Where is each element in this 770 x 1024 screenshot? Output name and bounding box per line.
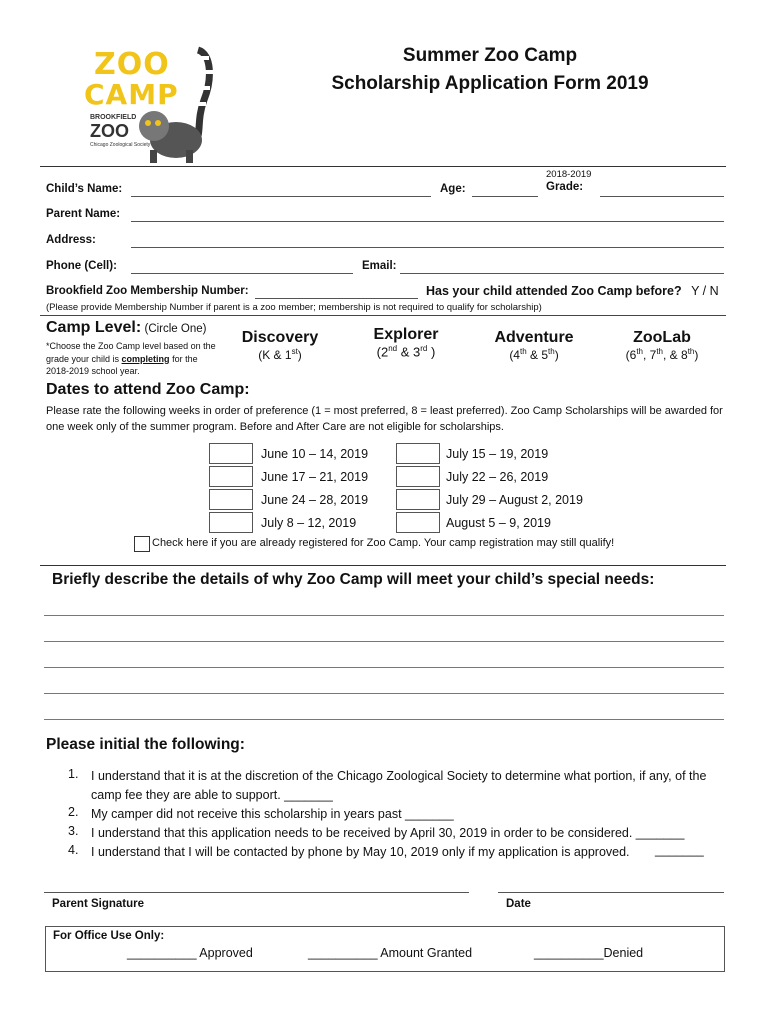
school-year-label: 2018-2019 (546, 169, 592, 180)
camp-level-note (46, 340, 216, 378)
email-field[interactable] (400, 273, 724, 274)
initial-item-text: I understand that it is at the discretion of the Chicago Zoological Society to determine what portion, if any, of the camp fee they are able to support. _______ (91, 769, 707, 802)
week-label: July 8 – 12, 2019 (261, 516, 357, 530)
camp-level-heading (46, 319, 206, 337)
office-denied[interactable]: __________Denied (534, 946, 644, 960)
logo-word-zoo: ZOO (94, 47, 170, 82)
initial-item-number: 2. (68, 805, 79, 819)
level-adventure-grade: (4th & 5th) (509, 347, 559, 362)
needs-line[interactable] (44, 693, 724, 694)
office-approved[interactable]: __________ Approved (127, 946, 253, 960)
child-name-label: Child’s Name: (46, 183, 123, 195)
parent-name-label: Parent Name: (46, 208, 121, 220)
initial-item-text: My camper did not receive this scholarship in years past _______ (91, 807, 454, 821)
week-label: July 29 – August 2, 2019 (446, 493, 583, 507)
header-divider (40, 166, 726, 167)
office-use-heading: For Office Use Only: (53, 930, 165, 942)
week-rank-box[interactable] (209, 466, 253, 487)
camp-level-note-part1: *Choose the Zoo Camp level based on the grade your child is (46, 341, 216, 364)
logo-sub-society: Chicago Zoological Society (90, 142, 151, 148)
address-label: Address: (46, 234, 96, 246)
membership-divider (40, 315, 726, 316)
initial-item-number: 3. (68, 824, 79, 838)
membership-field[interactable] (255, 298, 418, 299)
parent-signature-line[interactable] (44, 892, 469, 893)
week-label: June 10 – 14, 2019 (261, 447, 369, 461)
week-rank-box[interactable] (209, 443, 253, 464)
date-label: Date (506, 898, 531, 910)
week-rank-box[interactable] (396, 512, 440, 533)
address-field[interactable] (131, 247, 724, 248)
camp-level-circle: (Circle One) (144, 323, 207, 335)
week-rank-box[interactable] (396, 466, 440, 487)
form-title-line1: Summer Zoo Camp (402, 45, 578, 66)
initial-item-number: 4. (68, 843, 79, 857)
initial-item-text: I understand that I will be contacted by phone by May 10, 2019 only if my application is approved. (91, 845, 630, 859)
dates-heading: Dates to attend Zoo Camp: (46, 381, 250, 398)
week-rank-box[interactable] (209, 489, 253, 510)
week-rank-box[interactable] (396, 443, 440, 464)
attended-question (426, 284, 719, 298)
form-title-line2: Scholarship Application Form 2019 (331, 73, 649, 94)
grade-label: Grade: (546, 181, 584, 193)
registered-check-label: Check here if you are already registered for Zoo Camp. Your camp registration may still qualify! (152, 537, 615, 549)
attended-question-text: Has your child attended Zoo Camp before? (426, 284, 682, 298)
dates-instructions: Please rate the following weeks in order of preference (1 = most preferred, 8 = least preferred). Zoo Camp Scholarships will be awarded for one week only of the summer program. Before and After Care are not eligible for scholarships. (46, 405, 723, 433)
parent-name-field[interactable] (131, 221, 724, 222)
week-label: June 17 – 21, 2019 (261, 470, 369, 484)
age-label: Age: (440, 183, 466, 195)
initial-item-text: I understand that this application needs to be received by April 30, 2019 in order to be considered. _______ (91, 826, 685, 840)
membership-note: (Please provide Membership Number if parent is a zoo member; membership is not required to qualify for scholarship) (46, 302, 542, 313)
level-discovery-name: Discovery (241, 329, 319, 346)
level-zoolab-grade: (6th, 7th, & 8th) (625, 347, 699, 362)
phone-label: Phone (Cell): (46, 260, 117, 272)
needs-divider (40, 565, 726, 566)
level-zoolab-name: ZooLab (633, 329, 691, 346)
office-amount-granted[interactable]: __________ Amount Granted (308, 946, 473, 960)
age-field[interactable] (472, 196, 538, 197)
membership-label: Brookfield Zoo Membership Number: (46, 285, 249, 297)
week-label: August 5 – 9, 2019 (446, 516, 551, 530)
logo-word-camp: CAMP (84, 78, 179, 111)
level-explorer-name: Explorer (373, 326, 439, 343)
date-line[interactable] (498, 892, 724, 893)
initial-item-blank[interactable]: _______ (655, 843, 704, 857)
camp-level-note-emphasis: completing (121, 353, 170, 364)
level-adventure-name: Adventure (494, 329, 574, 346)
level-zoolab[interactable] (604, 329, 720, 362)
week-rank-box[interactable] (209, 512, 253, 533)
phone-field[interactable] (131, 273, 353, 274)
child-name-field[interactable] (131, 196, 431, 197)
attended-options[interactable]: Y / N (691, 284, 719, 298)
needs-line[interactable] (44, 615, 724, 616)
camp-level-title: Camp Level: (46, 319, 142, 336)
needs-line[interactable] (44, 667, 724, 668)
email-label: Email: (362, 260, 397, 272)
needs-heading: Briefly describe the details of why Zoo Camp will meet your child’s special needs: (52, 571, 655, 588)
zoo-camp-logo (80, 40, 220, 165)
initial-item-number: 1. (68, 767, 79, 781)
camp-level-note-part2: for the 2018-2019 school year. (46, 353, 198, 376)
logo-sub-zoo: ZOO (90, 121, 129, 141)
level-discovery-grade: (K & 1st) (258, 347, 302, 362)
needs-line[interactable] (44, 641, 724, 642)
level-explorer[interactable] (354, 326, 458, 359)
level-discovery[interactable] (228, 329, 332, 362)
week-label: July 22 – 26, 2019 (446, 470, 549, 484)
level-explorer-grade: (2nd & 3rd ) (376, 344, 436, 360)
needs-line[interactable] (44, 719, 724, 720)
initials-heading: Please initial the following: (46, 736, 245, 753)
parent-signature-label: Parent Signature (52, 898, 145, 910)
week-label: July 15 – 19, 2019 (446, 447, 549, 461)
grade-field[interactable] (600, 196, 724, 197)
registered-checkbox[interactable] (134, 536, 150, 552)
week-rank-box[interactable] (396, 489, 440, 510)
level-adventure[interactable] (482, 329, 586, 362)
logo-sub-brookfield: BROOKFIELD (90, 114, 137, 121)
week-label: June 24 – 28, 2019 (261, 493, 369, 507)
